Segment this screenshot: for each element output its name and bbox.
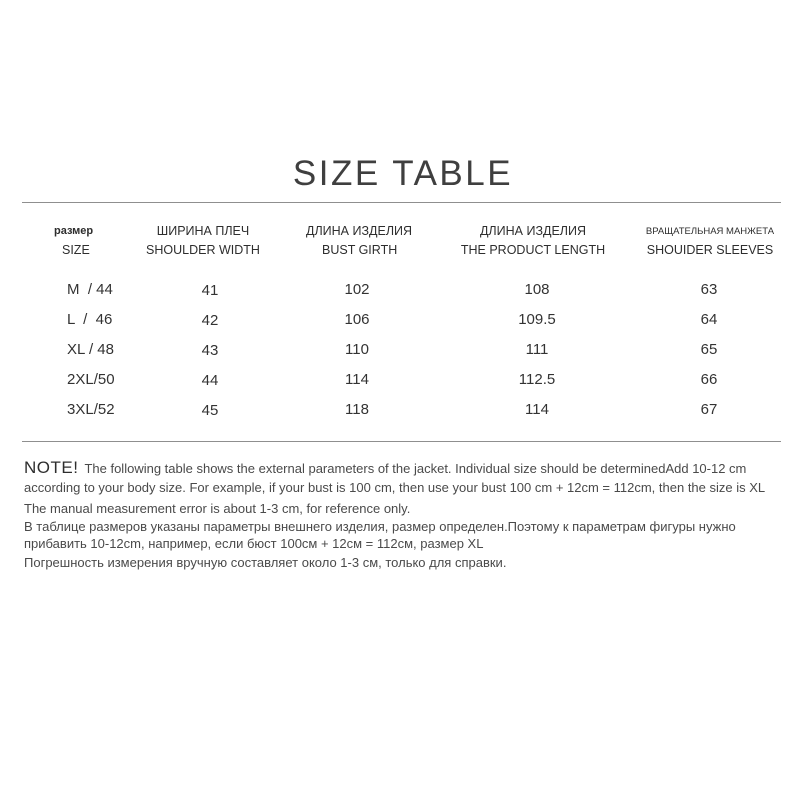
table-cell-sleeve: 64 [700,311,718,328]
table-cell-sleeve: 66 [700,371,718,388]
table-cell-length: 109.5 [518,311,556,328]
header-sleeves-ru: ВРАЩАТЕЛЬНАЯ МАНЖЕТА [645,226,775,237]
table-cell-length: 111 [525,341,549,358]
header-shoulder-width-ru: ШИРИНА ПЛЕЧ [156,224,250,238]
header-shoulder-width [133,222,273,260]
header-bust-girth-ru: ДЛИНА ИЗДЕЛИЯ [306,224,413,238]
note-line-1 [24,459,784,477]
header-product-length-ru: ДЛИНА ИЗДЕЛИЯ [479,224,587,238]
note-line-6: Погрешность измерения вручную составляет около 1-3 см, только для справки. [24,555,507,570]
table-cell-shoulder: 43 [201,342,219,359]
header-product-length [458,222,608,260]
table-cell-shoulder: 44 [201,372,219,389]
header-size-ru: размер [54,225,94,237]
table-cell-size: 2XL/50 [67,371,115,388]
table-cell-size: L / 46 [67,311,113,328]
table-cell-length: 108 [524,281,550,298]
table-cell-length: 112.5 [518,371,556,388]
header-size-en: SIZE [62,243,90,257]
note-text-1: The following table shows the external parameters of the jacket. Individual size should be determinedAdd 10-12 cm [84,461,747,476]
top-divider [22,202,781,203]
table-cell-size: 3XL/52 [67,401,115,418]
note-line-5: прибавить 10-12cm, например, если бюст 100см + 12см = 112см, размер XL [24,536,484,551]
table-cell-bust: 118 [345,401,369,418]
header-bust-girth-en: BUST GIRTH [322,243,398,257]
table-cell-sleeve: 65 [700,341,718,358]
note-line-2: according to your body size. For example, if your bust is 100 cm, then use your bust 100 cm + 12cm = 112cm, then the size is XL [24,480,766,495]
note-line-4: В таблице размеров указаны параметры внешнего изделия, размер определен.Поэтому к параметрам фигуры нужно [24,519,736,534]
table-cell-shoulder: 45 [201,402,219,419]
header-shoulder-width-en: SHOULDER WIDTH [146,243,260,257]
table-cell-bust: 102 [344,281,370,298]
table-cell-shoulder: 42 [201,312,219,329]
table-cell-size: M / 44 [67,281,113,298]
table-cell-shoulder: 41 [201,282,219,299]
header-product-length-en: THE PRODUCT LENGTH [460,243,606,257]
header-bust-girth [306,222,412,260]
table-cell-bust: 110 [345,341,369,358]
page-title: SIZE TABLE [292,154,514,193]
bottom-divider [22,441,781,442]
table-cell-bust: 106 [344,311,370,328]
note-heading: NOTE! [24,458,79,477]
table-cell-sleeve: 67 [700,401,718,418]
table-cell-bust: 114 [345,371,369,388]
table-cell-size: XL / 48 [67,341,114,358]
table-cell-length: 114 [525,401,549,418]
header-size [54,222,93,260]
header-sleeves-en: SHOUIDER SLEEVES [646,243,774,257]
header-sleeves [640,222,780,260]
table-cell-sleeve: 63 [700,281,718,298]
note-line-3: The manual measurement error is about 1-3 cm, for reference only. [24,501,411,516]
